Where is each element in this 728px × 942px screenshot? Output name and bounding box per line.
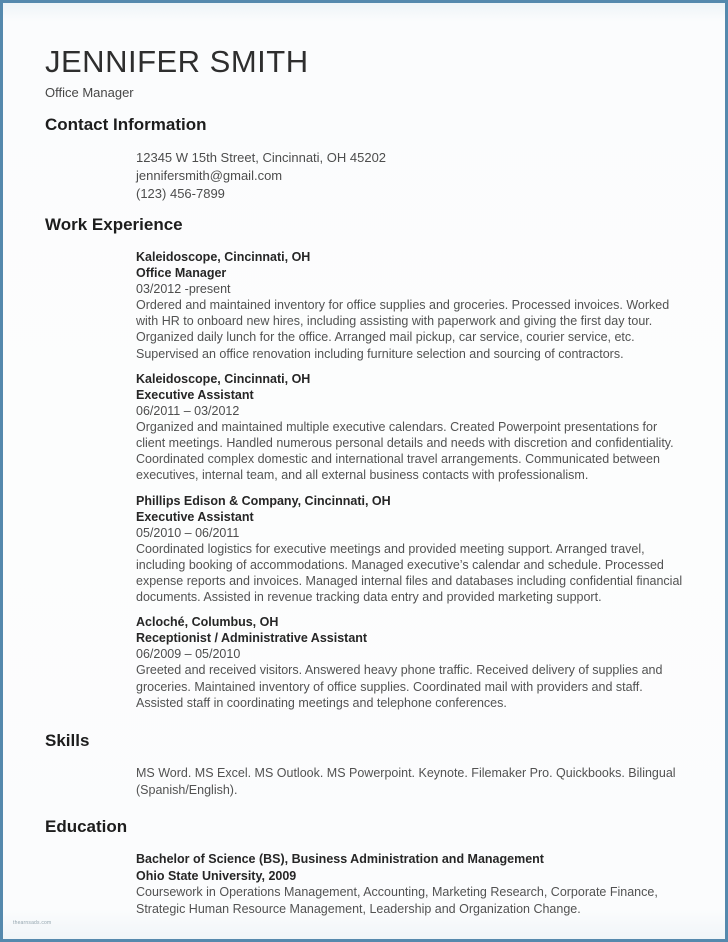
job-description: Greeted and received visitors. Answered heavy phone traffic. Received delivery of supplies and groceries. Maintained inventory of office supplies. Coordinated mail with providers and staff. Assisted staff in coordinating meetings and telephone conferences.	[136, 663, 663, 710]
job-company: Kaleidoscope, Cincinnati, OH	[136, 371, 311, 386]
job-dates: 03/2012 -present	[136, 282, 231, 296]
job-position: Office Manager	[136, 266, 227, 280]
section-heading-skills: Skills	[45, 731, 90, 751]
resume-content	[3, 3, 725, 918]
site-watermark: thearnsads.com	[13, 920, 52, 926]
job-entry	[136, 371, 685, 484]
job-description: Organized and maintained multiple executive calendars. Created Powerpoint presentations for client meetings. Handled numerous personal details and needs with discretion and confidentiality. Coordinated complex domestic and international travel arrangements. Communicated between executives, internal team, and all external business contacts with professionalism.	[136, 419, 674, 483]
section-heading-contact: Contact Information	[45, 115, 207, 134]
contact-address: 12345 W 15th Street, Cincinnati, OH 45202	[136, 150, 387, 165]
section-heading-work: Work Experience	[45, 215, 183, 234]
skills-block	[136, 765, 685, 799]
job-dates: 06/2011 – 03/2012	[136, 403, 240, 418]
job-company: Phillips Edison & Company, Cincinnati, OH	[136, 493, 391, 508]
work-experience-list	[136, 249, 685, 711]
job-description: Coordinated logistics for executive meetings and provided meeting support. Arranged travel, including booking of accommodations. Managed executive’s calendar and schedule. Processed expense reports and invoices. Managed internal files and databases including confidential financial documents. Assisted in revenue tracking data entry and provided marketing support.	[136, 541, 683, 605]
job-company: Acloché, Columbus, OH	[136, 615, 279, 630]
job-entry	[136, 614, 685, 711]
page-title: JENNIFER SMITH	[45, 44, 309, 79]
job-dates: 06/2009 – 05/2010	[136, 647, 241, 662]
job-title-subtitle: Office Manager	[45, 85, 134, 100]
education-block	[136, 851, 685, 918]
contact-phone: (123) 456-7899	[136, 186, 225, 201]
education-degree: Bachelor of Science (BS), Business Administration and Management	[136, 852, 544, 867]
skills-text: MS Word. MS Excel. MS Outlook. MS Powerpoint. Keynote. Filemaker Pro. Quickbooks. Bilingual (Spanish/English).	[136, 766, 676, 798]
contact-email: jennifersmith@gmail.com	[136, 168, 283, 183]
education-coursework: Coursework in Operations Management, Accounting, Marketing Research, Corporate Finance, Strategic Human Resource Management, Leadership and Organization Change.	[136, 885, 658, 917]
education-school: Ohio State University, 2009	[136, 868, 297, 883]
job-position: Executive Assistant	[136, 387, 254, 402]
job-position: Executive Assistant	[136, 509, 254, 524]
job-description: Ordered and maintained inventory for office supplies and groceries. Processed invoices. Worked with HR to onboard new hires, including assisting with paperwork and giving the first day tour. Organized daily lunch for the office. Arranged mail pickup, car service, courier service, etc. Supervised an office renovation including furniture selection and sourcing of contractors.	[136, 298, 670, 361]
section-heading-education: Education	[45, 817, 128, 837]
job-company: Kaleidoscope, Cincinnati, OH	[136, 250, 311, 264]
job-dates: 05/2010 – 06/2011	[136, 525, 240, 540]
contact-block	[136, 149, 685, 203]
job-entry	[136, 249, 685, 362]
job-entry	[136, 493, 685, 606]
job-position: Receptionist / Administrative Assistant	[136, 631, 368, 646]
